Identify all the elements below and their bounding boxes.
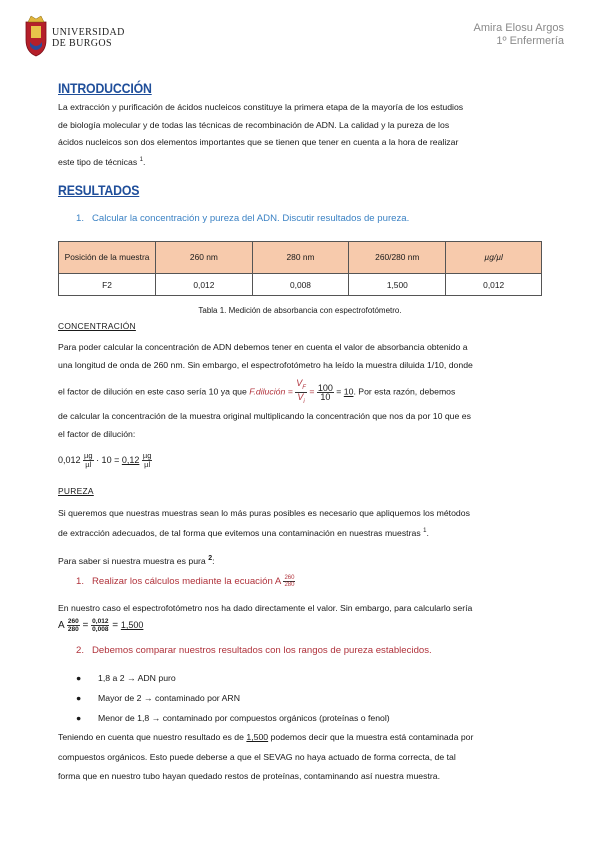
step-1-frac-num: 260 (284, 575, 295, 581)
bullet-icon: ● (76, 693, 82, 703)
vf-symbol: V (296, 378, 303, 388)
dilution-result: 10 (343, 386, 354, 397)
unit-den: µl (85, 460, 92, 469)
calc-value: 0,012 (58, 454, 81, 465)
results-item-1 (76, 213, 409, 224)
v-den: 0,008 (92, 626, 109, 633)
calc-multiplier: · 10 = (96, 454, 120, 465)
table-header-cell: Posición de la muestra (59, 242, 156, 274)
purity-ranges-list (76, 668, 390, 728)
purity-paragraph-2 (58, 600, 542, 618)
purity-equation (58, 618, 143, 633)
results-item-1-number: 1. (76, 213, 85, 224)
university-name (52, 27, 125, 49)
step-1-number: 1. (76, 576, 85, 588)
absorbance-table (58, 241, 542, 296)
calc-result: 0,12 (121, 454, 140, 465)
conclusion-paragraph (58, 728, 542, 787)
concentration-dilution-line (58, 379, 542, 406)
equals-sign-4: = (112, 620, 119, 632)
conclusion-line-1 (58, 728, 542, 748)
conclusion-line-1b: podemos decir que la muestra está contaminada por (270, 732, 474, 742)
step-1-text: Realizar los cálculos mediante la ecuación A (92, 576, 281, 588)
results-heading-wrap (58, 182, 150, 198)
a-num: 260 (67, 618, 79, 625)
author-block (474, 22, 564, 48)
value-fraction (91, 618, 109, 633)
purity-step-2 (76, 645, 432, 656)
vi-sub: i (303, 398, 305, 405)
concentration-line-3b: . Por esta razón, debemos (353, 386, 456, 397)
unit-num: µg (84, 451, 93, 460)
table-cell: F2 (59, 274, 156, 296)
concentration-paragraph-2 (58, 408, 542, 443)
equals-sign: = (309, 386, 315, 397)
purity-reference: 1 (423, 527, 427, 534)
concentration-line-3a: el factor de dilución en este caso sería 10 ya que (58, 386, 247, 397)
concentration-paragraph (58, 339, 542, 374)
concentration-subhead: CONCENTRACIÓN (58, 321, 136, 331)
unit-fraction-2 (142, 452, 153, 469)
table-caption: Tabla 1. Medición de absorbancia con espectrofotómetro. (198, 306, 402, 315)
absorbance-label: A (58, 620, 65, 632)
table-cell: 0,012 (156, 274, 253, 296)
bullet-icon: ● (76, 673, 82, 683)
concentration-line-5: el factor de dilución: (58, 428, 136, 439)
list-item (76, 708, 390, 728)
bullet-icon: ● (76, 713, 82, 723)
intro-line-2: de biología molecular y de todas las técnicas de recombinación de ADN. La calidad y la pureza de los (58, 119, 450, 130)
purity-paragraph (58, 505, 542, 542)
ratio-result: 1,500 (120, 620, 144, 631)
step-2-number: 2. (76, 645, 85, 656)
concentration-line-2: una longitud de onda de 260 nm. Sin embargo, el espectrofotómetro ha leído la muestra diluida 1/10, donde (58, 359, 473, 370)
intro-paragraph (58, 99, 542, 171)
author-name: Amira Elosu Argos (473, 22, 564, 34)
table-cell: 1,500 (349, 274, 446, 296)
absorbance-ratio-fraction (67, 618, 80, 633)
intro-line-3: ácidos nucleicos son dos elementos importantes que se tienen que tener en cuenta a la hora de realizar (58, 137, 459, 148)
table-row (59, 274, 542, 296)
table-header-cell: 260 nm (156, 242, 253, 274)
list-item-text: Menor de 1,8 → contaminado por compuestos orgánicos (proteínas o fenol) (98, 713, 390, 723)
purity-subhead: PUREZA (58, 486, 94, 496)
unit-fraction (83, 452, 94, 469)
purity-step-1 (76, 575, 295, 588)
table-cell: 0,008 (252, 274, 349, 296)
concentration-line-4: de calcular la concentración de la muestra original multiplicando la concentración que nos da por 10 que es (58, 411, 471, 421)
purity-line-1: Si queremos que nuestras muestras sean lo más puras posibles es necesario que apliquemos los métodos (58, 508, 470, 518)
step-1-frac-den: 280 (284, 582, 295, 588)
unit2-num: µg (142, 451, 152, 460)
dilution-fraction (317, 384, 334, 401)
intro-line-4 (58, 152, 542, 171)
fraction-denominator: 10 (320, 391, 331, 402)
volume-initial (295, 393, 307, 406)
table-header-cell: 260/280 nm (349, 242, 446, 274)
purity-line-2-text: de extracción adecuados, de tal forma que evitemos una contaminación en nuestras muestras (58, 527, 421, 538)
purity-line-4: En nuestro caso el espectrofotómetro nos ha dado directamente el valor. Sin embargo, para calcularlo sería (58, 603, 473, 613)
conclusion-line-1a: Teniendo en cuenta que nuestro resultado es de (58, 732, 244, 742)
concentration-line-1: Para poder calcular la concentración de ADN debemos tener en cuenta el valor de absorbancia obtenido a (58, 342, 468, 352)
volume-fraction (295, 379, 307, 406)
list-item (76, 668, 390, 688)
university-line-2: DE BURGOS (52, 38, 112, 49)
purity-question (58, 550, 542, 570)
purity-line-3: Para saber si nuestra muestra es pura (58, 555, 206, 566)
vf-sub: F (302, 384, 306, 391)
dilution-label: F.dilución = (249, 386, 293, 397)
equals-sign-3: = (82, 620, 89, 632)
equals-sign-2: = (336, 386, 342, 397)
v-num: 0,012 (92, 618, 109, 625)
conclusion-line-2: compuestos orgánicos. Esto puede deberse a que el SEVAG no haya actuado de forma correcta, de tal (58, 751, 456, 762)
results-heading: RESULTADOS (58, 182, 140, 198)
step-2-text: Debemos comparar nuestros resultados con los rangos de pureza establecidos. (92, 645, 432, 656)
fraction-numerator: 100 (317, 382, 333, 393)
conclusion-line-3: forma que en nuestro tubo hayan quedado restos de proteínas, contaminando así nuestra muestra. (58, 771, 441, 781)
purity-line-2 (58, 523, 542, 542)
table-header-cell: 280 nm (252, 242, 349, 274)
intro-heading: INTRODUCCIÓN (58, 80, 152, 96)
list-item-text: 1,8 a 2 → ADN puro (98, 673, 176, 683)
intro-line-4-text: este tipo de técnicas (58, 156, 138, 167)
list-item (76, 688, 390, 708)
purity-reference-2: 2 (208, 555, 213, 562)
list-item-text: Mayor de 2 → contaminado por ARN (98, 693, 240, 703)
table-header-row (59, 242, 542, 274)
university-line-1: UNIVERSIDAD (52, 27, 125, 38)
intro-line-4-end: . (142, 156, 146, 167)
table-cell: 0,012 (446, 274, 542, 296)
volume-final (295, 379, 307, 393)
unit2-den: µl (144, 460, 151, 469)
purity-line-3-end: : (212, 555, 215, 566)
concentration-calculation (58, 452, 152, 469)
results-item-1-text: Calcular la concentración y pureza del ADN. Discutir resultados de pureza. (92, 213, 410, 224)
intro-reference: 1 (139, 156, 143, 163)
vi-symbol: V (297, 391, 304, 402)
university-crest-icon (24, 14, 48, 58)
intro-line-1: La extracción y purificación de ácidos nucleicos constituye la primera etapa de la mayoría de los estudios (58, 102, 464, 112)
table-header-cell: µg/µl (446, 242, 542, 274)
purity-line-2-end: . (426, 527, 429, 538)
a-den: 280 (67, 626, 79, 633)
conclusion-value: 1,500 (246, 732, 269, 742)
intro-heading-wrap (58, 80, 164, 96)
course-label: 1º Enfermería (496, 35, 564, 47)
step-1-fraction (283, 575, 295, 588)
